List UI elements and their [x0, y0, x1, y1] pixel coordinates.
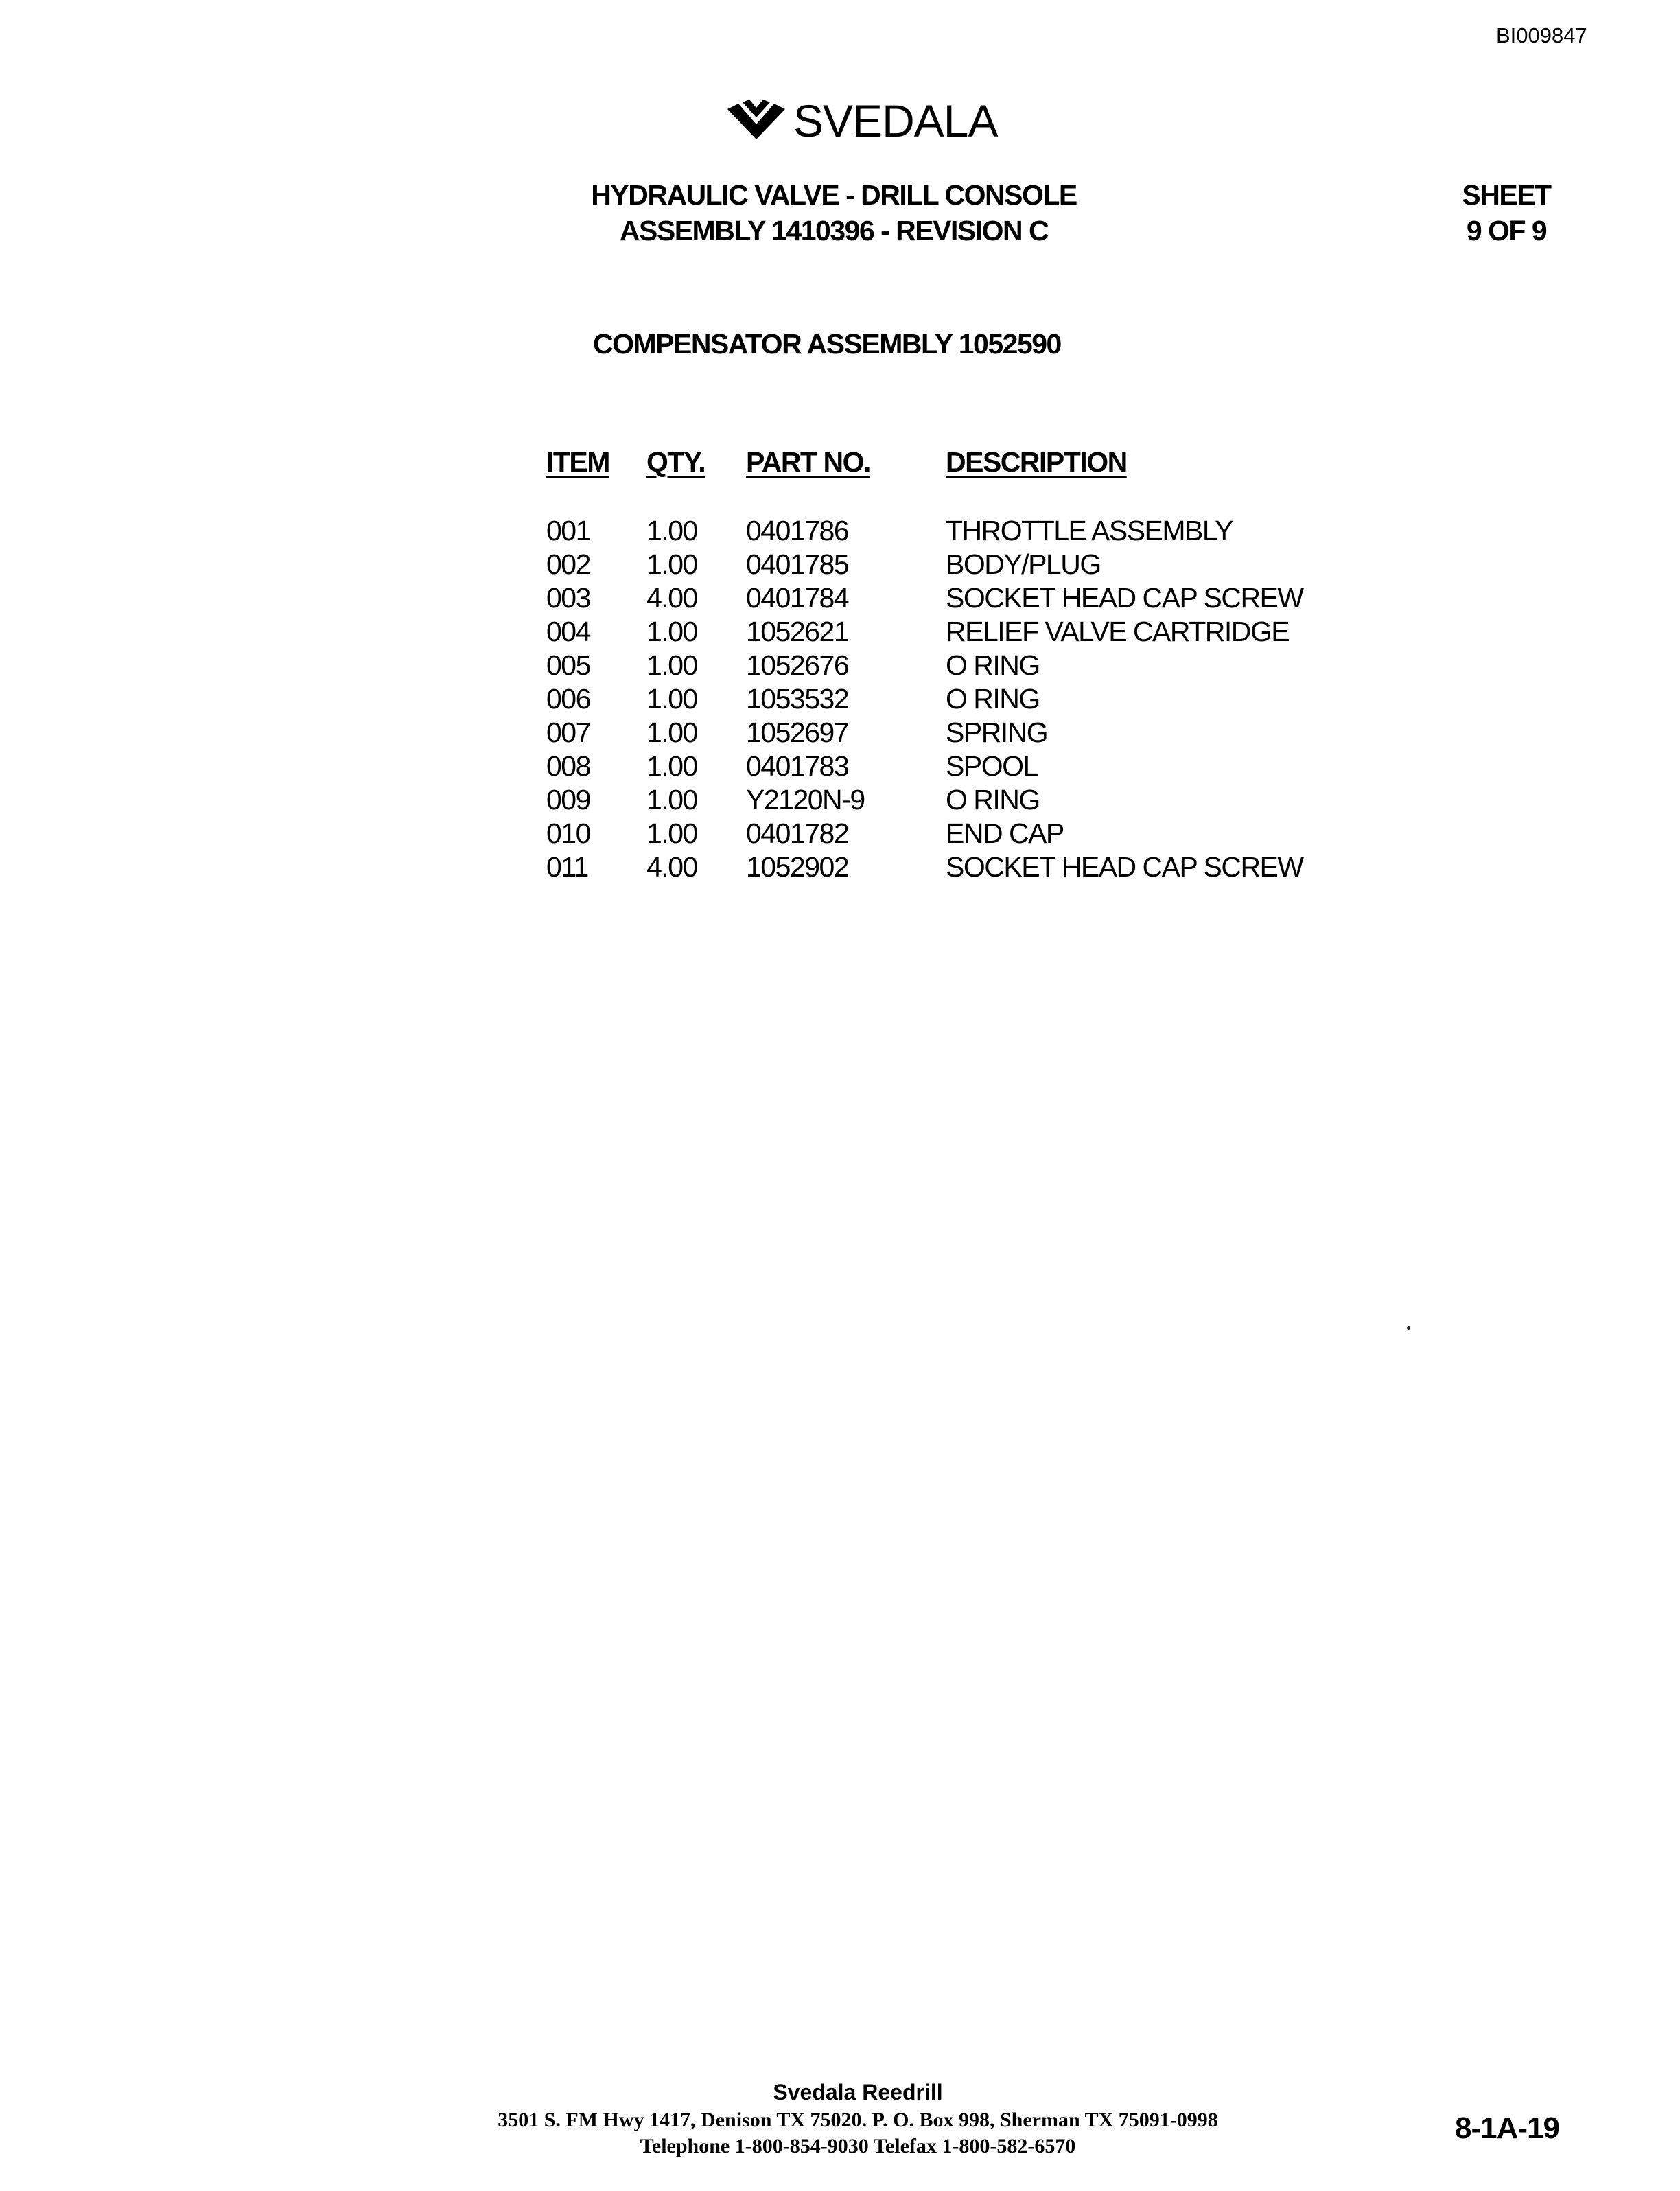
qty-cell: 1.00	[646, 818, 697, 849]
part-no-cell: 1052902	[746, 851, 849, 883]
sheet-value: 9 OF 9	[1466, 215, 1547, 246]
description-cell: THROTTLE ASSEMBLY	[946, 515, 1233, 546]
header-qty: QTY.	[646, 446, 705, 478]
part-no-cell: 0401785	[746, 548, 849, 580]
qty-cell: 1.00	[646, 649, 697, 681]
part-no-cell: 0401782	[746, 818, 849, 849]
table-row	[546, 683, 1438, 717]
qty-cell: 1.00	[646, 784, 697, 815]
table-row	[546, 851, 1438, 885]
part-no-cell: 1053532	[746, 683, 849, 715]
part-no-cell: 1052621	[746, 616, 849, 647]
item-cell: 008	[546, 750, 590, 782]
qty-cell: 1.00	[646, 717, 697, 748]
description-cell: O RING	[946, 649, 1040, 681]
description-cell: RELIEF VALVE CARTRIDGE	[946, 616, 1290, 647]
qty-cell: 1.00	[646, 683, 697, 715]
qty-cell: 4.00	[646, 582, 697, 614]
document-title	[549, 177, 1119, 248]
item-cell: 009	[546, 784, 590, 815]
footer-company: Svedala Reedrill	[773, 2080, 943, 2105]
table-header-row	[546, 446, 1438, 515]
table-row	[546, 818, 1438, 851]
part-no-cell: 1052697	[746, 717, 849, 748]
description-cell: SPRING	[946, 717, 1048, 748]
item-cell: 004	[546, 616, 590, 647]
item-cell: 005	[546, 649, 590, 681]
item-cell: 007	[546, 717, 590, 748]
item-cell: 011	[546, 851, 588, 883]
page-number: 8-1A-19	[1455, 2111, 1559, 2145]
item-cell: 006	[546, 683, 590, 715]
qty-cell: 1.00	[646, 616, 697, 647]
part-no-cell: 0401784	[746, 582, 849, 614]
table-row	[546, 582, 1438, 616]
scan-speck	[1407, 1326, 1410, 1330]
footer-address: 3501 S. FM Hwy 1417, Denison TX 75020. P. O. Box 998, Sherman TX 75091-0998	[498, 2109, 1218, 2131]
table-row	[546, 548, 1438, 582]
table-row	[546, 784, 1438, 818]
table-row	[546, 717, 1438, 750]
qty-cell: 4.00	[646, 851, 697, 883]
description-cell: BODY/PLUG	[946, 548, 1101, 580]
footer	[384, 2077, 1331, 2159]
part-no-cell: 0401786	[746, 515, 849, 546]
description-cell: END CAP	[946, 818, 1064, 849]
item-cell: 003	[546, 582, 590, 614]
sheet-indicator	[1441, 177, 1572, 248]
footer-contact: Telephone 1-800-854-9030 Telefax 1-800-582-6570	[640, 2135, 1076, 2157]
table-row	[546, 515, 1438, 548]
brand-logo	[725, 93, 997, 148]
description-cell: SPOOL	[946, 750, 1038, 782]
svedala-logo-mark-icon	[725, 100, 788, 142]
document-id: BI009847	[1496, 23, 1587, 47]
title-line-2: ASSEMBLY 1410396 - REVISION C	[619, 215, 1049, 246]
title-line-1: HYDRAULIC VALVE - DRILL CONSOLE	[591, 179, 1077, 211]
table-body	[546, 515, 1438, 885]
table-row	[546, 649, 1438, 683]
brand-name: SVEDALA	[793, 95, 998, 146]
header-part-no: PART NO.	[746, 446, 870, 478]
description-cell: SOCKET HEAD CAP SCREW	[946, 851, 1303, 883]
header-description: DESCRIPTION	[946, 446, 1127, 478]
table-row	[546, 750, 1438, 784]
description-cell: O RING	[946, 784, 1040, 815]
qty-cell: 1.00	[646, 750, 697, 782]
parts-table	[546, 446, 1438, 885]
description-cell: O RING	[946, 683, 1040, 715]
section-title: COMPENSATOR ASSEMBLY 1052590	[593, 328, 1061, 360]
part-no-cell: Y2120N-9	[746, 784, 865, 815]
part-no-cell: 0401783	[746, 750, 849, 782]
sheet-label: SHEET	[1462, 179, 1551, 211]
description-cell: SOCKET HEAD CAP SCREW	[946, 582, 1303, 614]
table-row	[546, 616, 1438, 649]
item-cell: 001	[546, 515, 590, 546]
header-item: ITEM	[546, 446, 609, 478]
item-cell: 002	[546, 548, 590, 580]
qty-cell: 1.00	[646, 515, 697, 546]
part-no-cell: 1052676	[746, 649, 849, 681]
item-cell: 010	[546, 818, 590, 849]
qty-cell: 1.00	[646, 548, 697, 580]
